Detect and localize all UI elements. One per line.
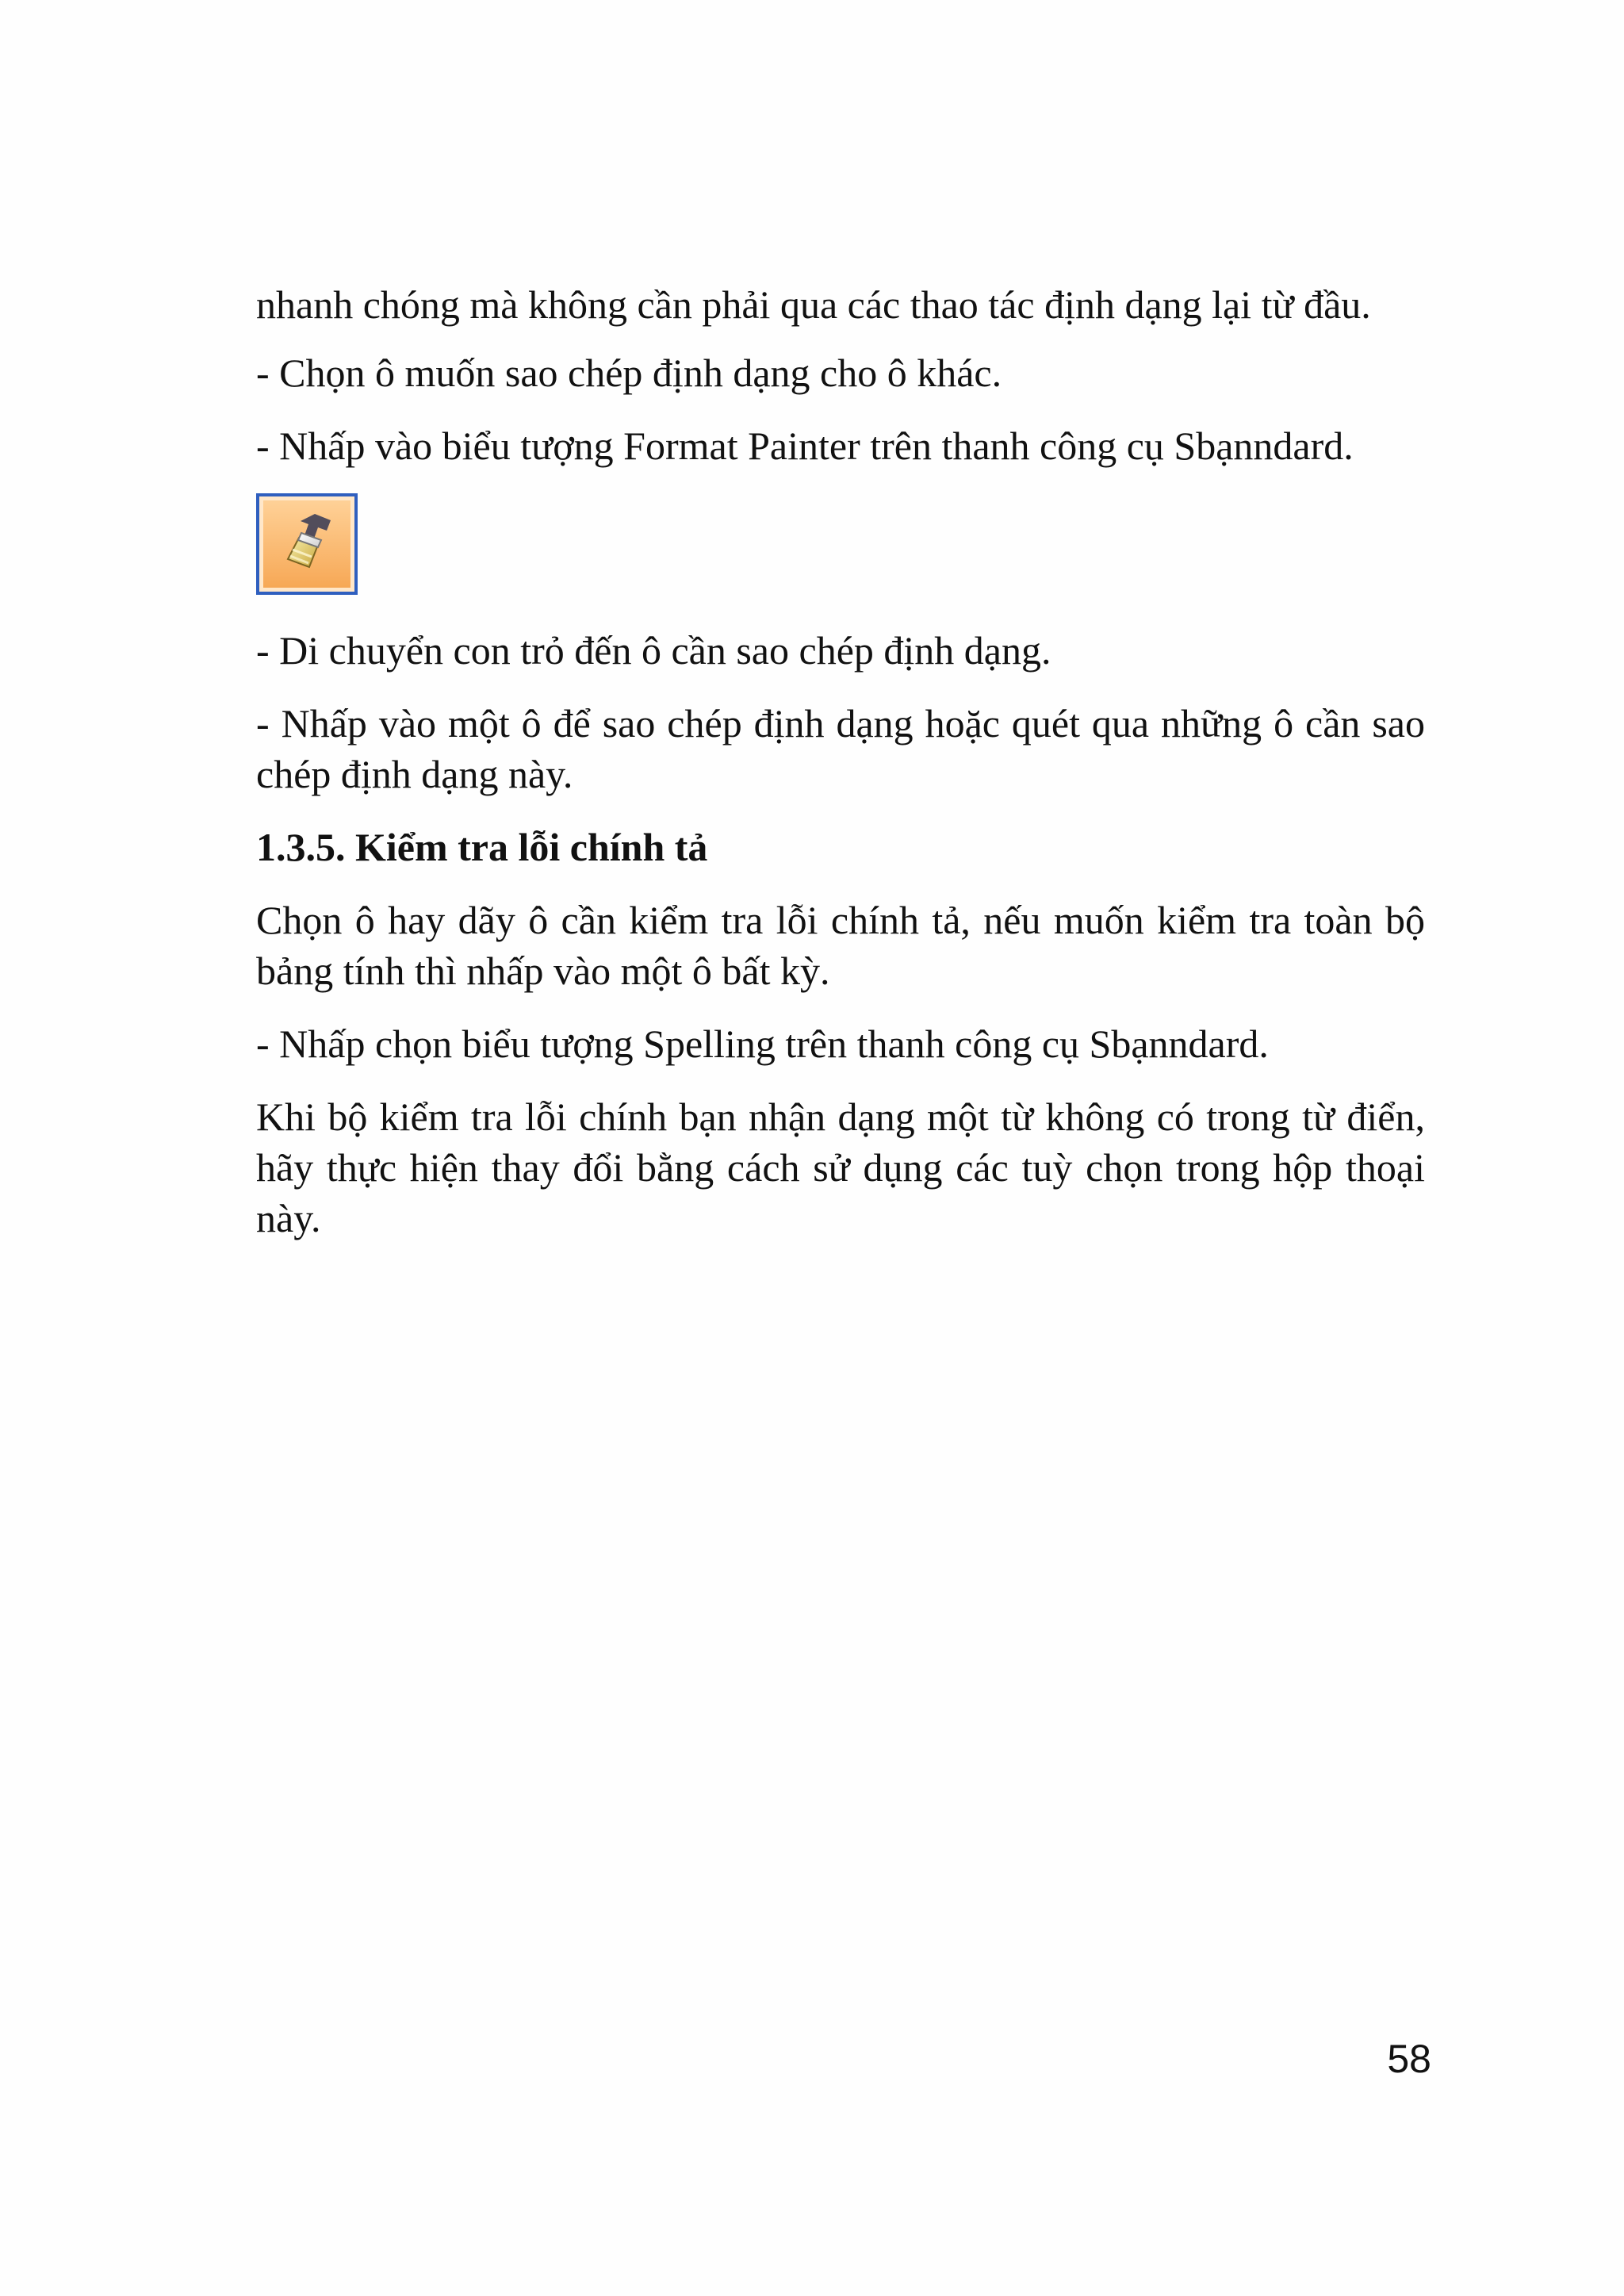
paragraph-click-format-painter: - Nhấp vào biểu tượng Format Painter trên thanh công cụ Sbạnndard. xyxy=(256,424,1354,468)
section-heading: 1.3.5. Kiểm tra lỗi chính tả xyxy=(256,825,708,869)
paragraph-apply-format: - Nhấp vào một ô để sao chép định dạng hoặc quét qua những ô cần sao chép định dạng này. xyxy=(256,701,1425,796)
format-painter-icon xyxy=(269,506,345,582)
paragraph-click-spelling: - Nhấp chọn biểu tượng Spelling trên thanh công cụ Sbạnndard. xyxy=(256,1022,1269,1066)
page-number: 58 xyxy=(1387,2037,1431,2081)
paragraph-select-cell: - Chọn ô muốn sao chép định dạng cho ô khác. xyxy=(256,351,1002,395)
paragraph-spelling-dialog: Khi bộ kiểm tra lỗi chính bạn nhận dạng một từ không có trong từ điển, hãy thực hiện thay đổi bằng cách sử dụng các tuỳ chọn trong hộp thoại này. xyxy=(256,1094,1425,1240)
paragraph-intro: nhanh chóng mà không cần phải qua các thao tác định dạng lại từ đầu. xyxy=(256,282,1371,327)
format-painter-button[interactable] xyxy=(256,493,358,595)
paragraph-select-range: Chọn ô hay dãy ô cần kiểm tra lỗi chính tả, nếu muốn kiểm tra toàn bộ bảng tính thì nhấp vào một ô bất kỳ. xyxy=(256,898,1425,993)
paragraph-move-pointer: - Di chuyển con trỏ đến ô cần sao chép định dạng. xyxy=(256,628,1051,673)
format-painter-icon-container xyxy=(256,493,358,595)
page-content xyxy=(256,279,1425,1266)
